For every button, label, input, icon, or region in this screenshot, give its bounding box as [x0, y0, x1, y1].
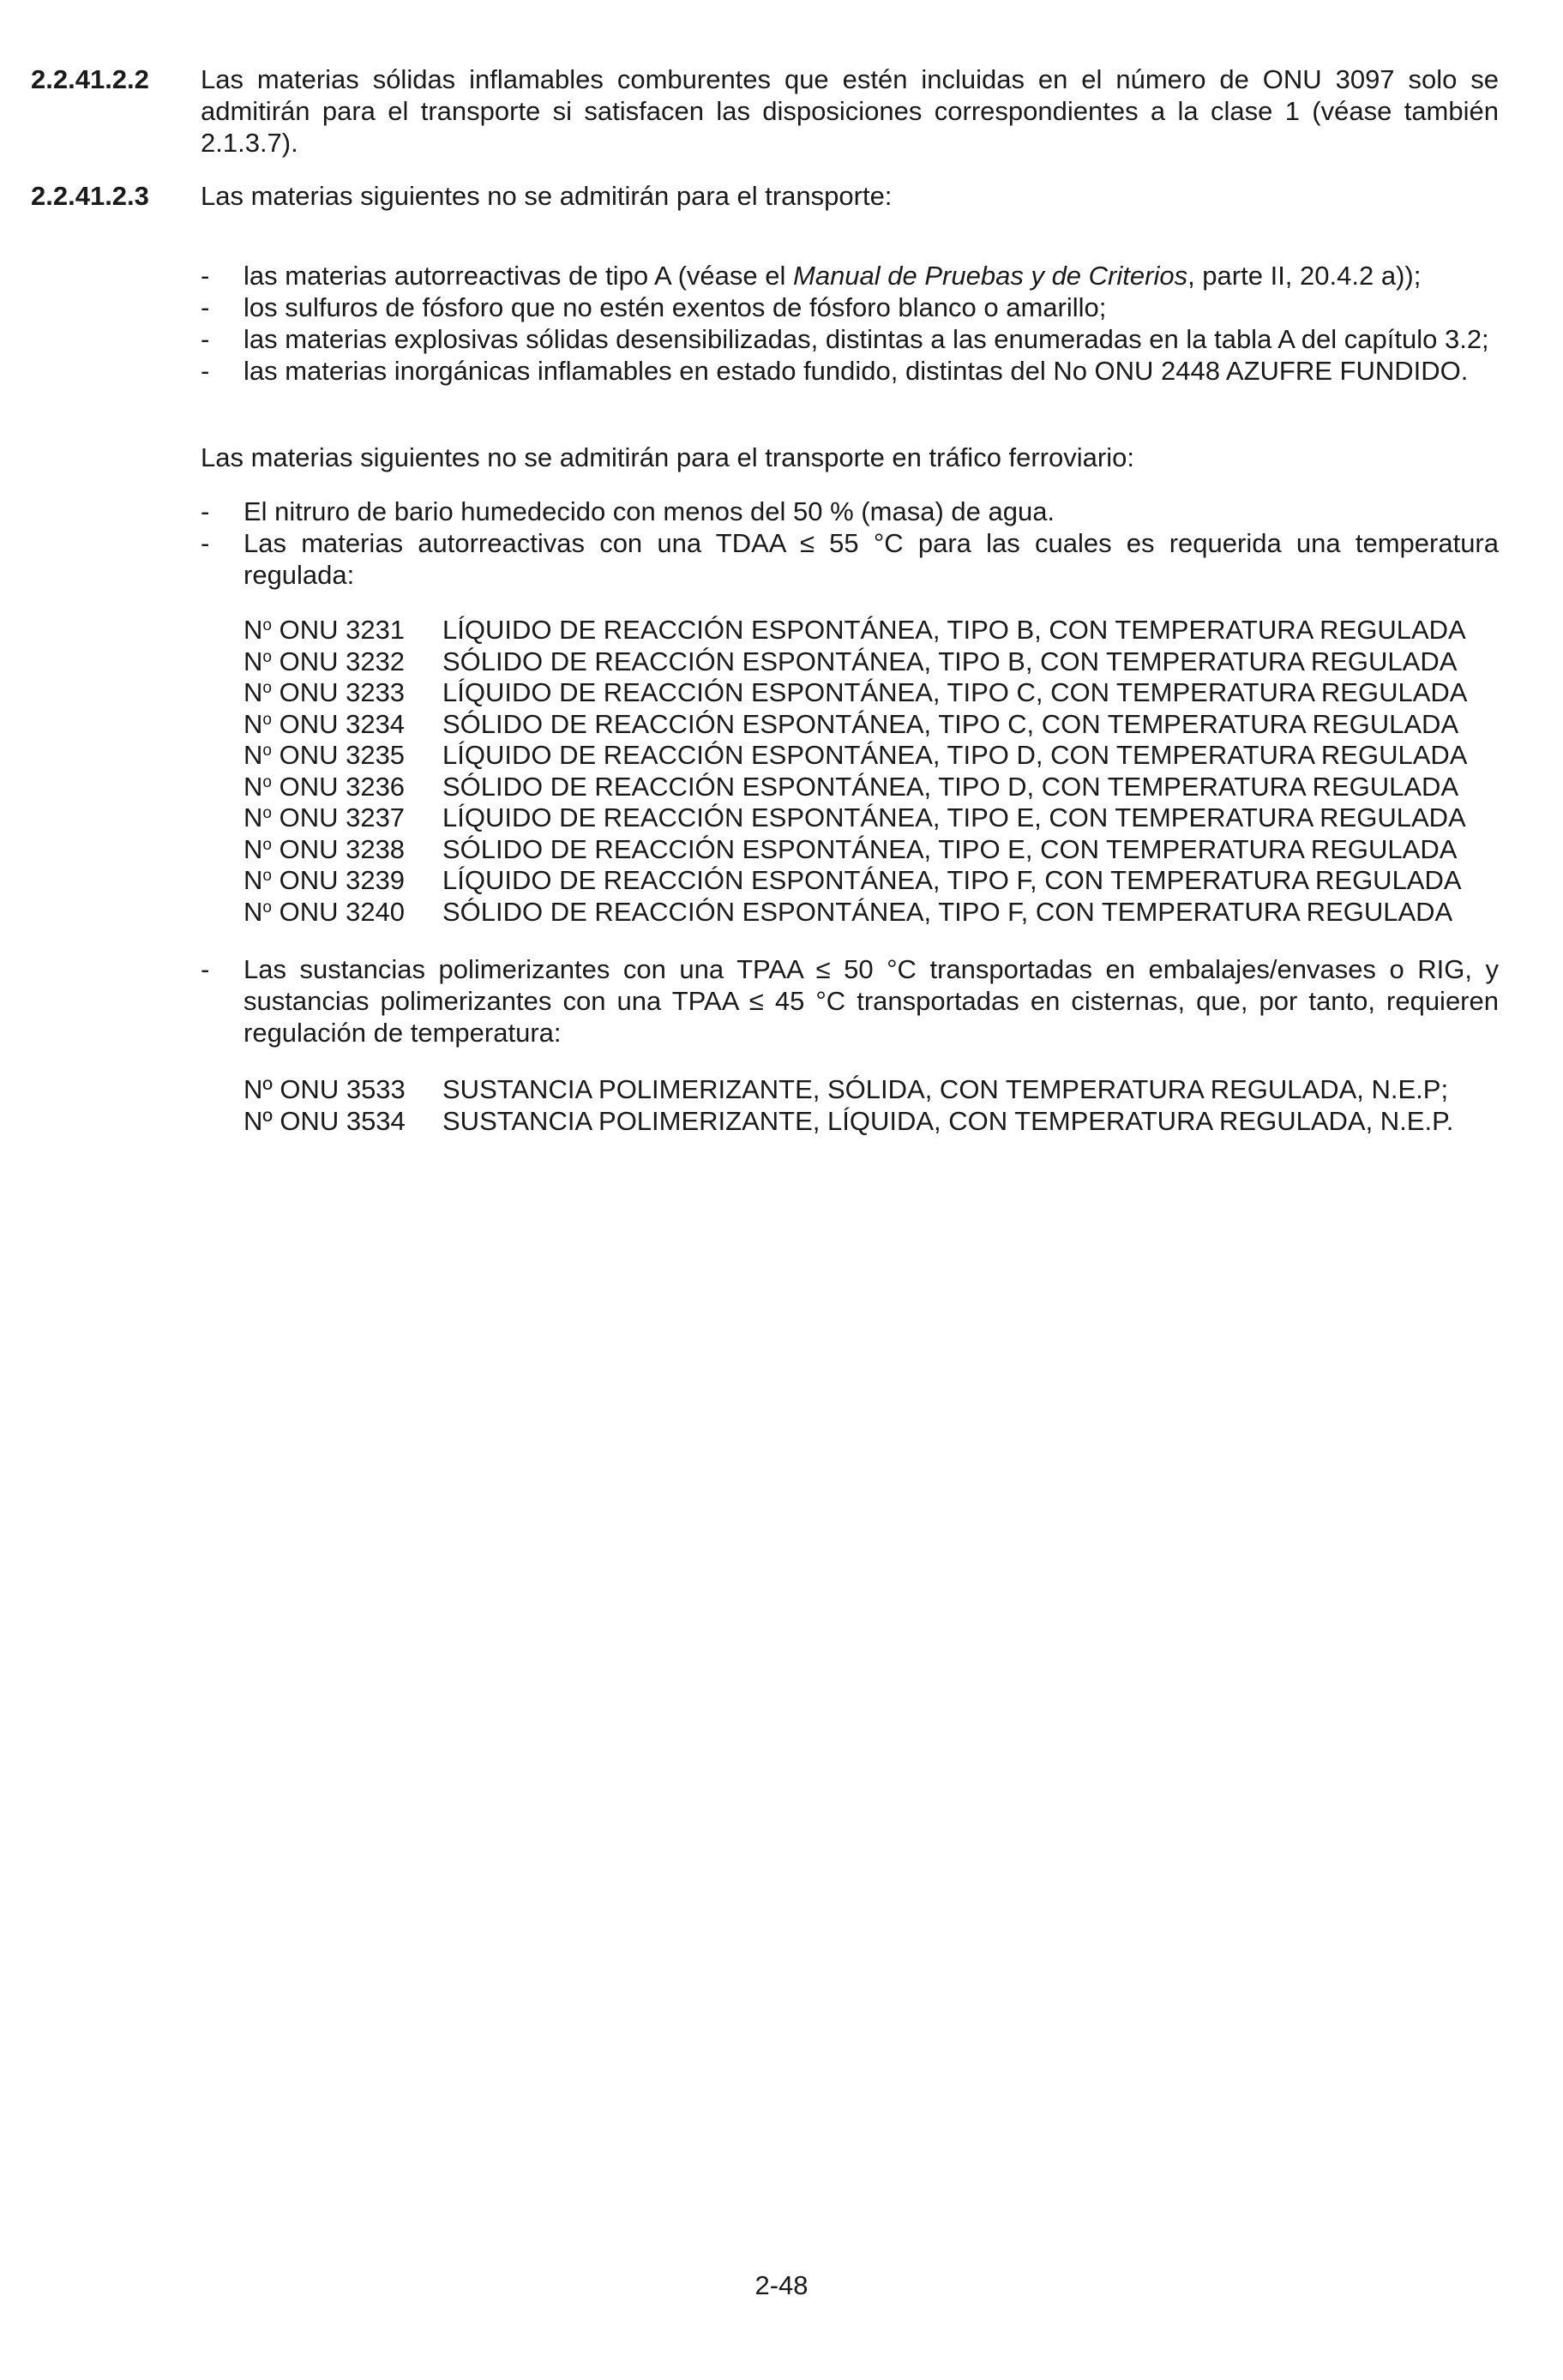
list-item: [201, 323, 1499, 355]
onu-substance-name: LÍQUIDO DE REACCIÓN ESPONTÁNEA, TIPO F, CON TEMPERATURA REGULADA: [442, 865, 1462, 895]
onu-substance-name: LÍQUIDO DE REACCIÓN ESPONTÁNEA, TIPO C, CON TEMPERATURA REGULADA: [442, 677, 1468, 707]
dash-marker: -: [201, 954, 210, 984]
onu-substance-name: LÍQUIDO DE REACCIÓN ESPONTÁNEA, TIPO D, CON TEMPERATURA REGULADA: [442, 740, 1468, 770]
onu-code: [243, 709, 442, 741]
onu-code: [243, 834, 442, 866]
onu-number: ONU 3240: [271, 896, 406, 927]
onu-number: ONU 3235: [271, 740, 406, 770]
section-number: 2.2.41.2.3: [31, 181, 149, 211]
onu-substance-name: SÓLIDO DE REACCIÓN ESPONTÁNEA, TIPO B, CON TEMPERATURA REGULADA: [442, 646, 1458, 676]
list-item: [201, 527, 1499, 591]
onu-prefix-superscript: o: [262, 898, 272, 917]
onu-prefix-superscript: o: [262, 867, 272, 885]
onu-substance-name: SÓLIDO DE REACCIÓN ESPONTÁNEA, TIPO F, CON TEMPERATURA REGULADA: [442, 896, 1453, 927]
section-body: [201, 180, 1499, 1137]
list-item: [201, 496, 1499, 527]
onu-number: ONU 3233: [271, 677, 406, 707]
list-item: [201, 260, 1499, 291]
onu-substance-name: LÍQUIDO DE REACCIÓN ESPONTÁNEA, TIPO B, CON TEMPERATURA REGULADA: [442, 615, 1466, 645]
manual-title: Manual de Pruebas y de Criterios: [793, 261, 1188, 291]
dash-marker: -: [201, 292, 210, 322]
onu-prefix-superscript: o: [262, 710, 272, 729]
list-item: [201, 953, 1499, 1049]
onu-code: [243, 897, 442, 929]
onu-code: Nº ONU 3533: [243, 1074, 406, 1104]
onu-substance-name: SÓLIDO DE REACCIÓN ESPONTÁNEA, TIPO C, CON TEMPERATURA REGULADA: [442, 708, 1459, 739]
dash-marker: -: [201, 261, 210, 291]
dash-marker: -: [201, 356, 210, 386]
onu-prefix: N: [243, 677, 263, 707]
list-item-text: las materias inorgánicas inflamables en estado fundido, distintas del No ONU 2448 AZUFRE FUNDIDO.: [243, 356, 1469, 386]
onu-number: ONU 3238: [271, 833, 406, 864]
onu-code: [243, 615, 442, 646]
section-number: 2.2.41.2.2: [31, 64, 149, 94]
polymer-list: [201, 953, 1499, 1049]
onu-code: [243, 772, 442, 803]
onu-substance-name: SUSTANCIA POLIMERIZANTE, LÍQUIDA, CON TEMPERATURA REGULADA, N.E.P.: [442, 1105, 1454, 1136]
onu-prefix: N: [243, 896, 263, 927]
table-row: [243, 646, 1467, 678]
onu-table-self-reactive: [243, 615, 1467, 928]
onu-prefix: N: [243, 708, 263, 739]
onu-prefix: N: [243, 802, 263, 832]
rail-list: [201, 496, 1499, 591]
onu-number: ONU 3236: [271, 771, 406, 802]
list-item-text: los sulfuros de fósforo que no estén exentos de fósforo blanco o amarillo;: [243, 292, 1107, 322]
list-item: [201, 291, 1499, 323]
onu-number: ONU 3234: [271, 708, 406, 739]
section-2-2-41-2-2: [31, 63, 1499, 159]
onu-code: [243, 646, 442, 678]
table-row: [243, 834, 1467, 866]
table-row: [243, 865, 1467, 897]
onu-prefix-superscript: o: [262, 835, 272, 854]
list-item: [201, 355, 1499, 387]
onu-prefix: N: [243, 865, 263, 895]
onu-number: ONU 3239: [271, 865, 406, 895]
table-row: [243, 772, 1467, 803]
onu-prefix-superscript: o: [262, 742, 272, 760]
table-row: [243, 677, 1467, 709]
onu-prefix: N: [243, 740, 263, 770]
section-paragraph: Las materias sólidas inflamables comburentes que estén incluidas en el número de ONU 3097 solo se admitirán para el transporte si satisfacen las disposiciones correspondientes a la clase 1 (véase también 2.1.3.7).: [201, 64, 1499, 158]
dash-marker: -: [201, 528, 210, 558]
table-row: [243, 1074, 1453, 1106]
onu-prefix-superscript: o: [262, 679, 272, 697]
onu-substance-name: SÓLIDO DE REACCIÓN ESPONTÁNEA, TIPO E, CON TEMPERATURA REGULADA: [442, 833, 1458, 864]
table-row: [243, 709, 1467, 741]
list-item-text-pre: las materias autorreactivas de tipo A (véase el: [243, 261, 793, 291]
onu-prefix: N: [243, 615, 263, 645]
onu-table-polymerizing: [243, 1074, 1453, 1137]
section-intro: Las materias siguientes no se admitirán para el transporte:: [201, 181, 893, 211]
onu-code: [243, 740, 442, 772]
onu-code: [243, 677, 442, 709]
table-row: [243, 897, 1467, 929]
onu-prefix: N: [243, 646, 263, 676]
onu-prefix: N: [243, 833, 263, 864]
dash-marker: -: [201, 496, 210, 526]
table-row: [243, 802, 1467, 834]
list-item-text: El nitruro de bario humedecido con menos del 50 % (masa) de agua.: [243, 496, 1055, 526]
onu-prefix-superscript: o: [262, 772, 272, 791]
list-item-text-post: , parte II, 20.4.2 a));: [1187, 261, 1422, 291]
onu-prefix-superscript: o: [262, 616, 272, 634]
section-2-2-41-2-3: [31, 180, 1499, 1137]
onu-number: ONU 3232: [271, 646, 406, 676]
onu-code: [243, 802, 442, 834]
table-row: [243, 1106, 1453, 1138]
onu-prefix: N: [243, 771, 263, 802]
onu-code: Nº ONU 3534: [243, 1105, 406, 1136]
list-item-text: las materias explosivas sólidas desensibilizadas, distintas a las enumeradas en la tabla A del capítulo 3.2;: [243, 324, 1489, 354]
onu-substance-name: SUSTANCIA POLIMERIZANTE, SÓLIDA, CON TEMPERATURA REGULADA, N.E.P;: [442, 1074, 1449, 1104]
onu-number: ONU 3237: [271, 802, 406, 832]
page-number: 2-48: [754, 2270, 809, 2300]
onu-prefix-superscript: o: [262, 804, 272, 822]
table-row: [243, 740, 1467, 772]
prohibited-list: [201, 260, 1499, 387]
rail-intro: Las materias siguientes no se admitirán para el transporte en tráfico ferroviario:: [201, 442, 1134, 472]
dash-marker: -: [201, 324, 210, 354]
table-row: [243, 615, 1467, 646]
list-item-text: Las sustancias polimerizantes con una TPAA ≤ 50 °C transportadas en embalajes/envases o RIG, y sustancias polimerizantes con una TPAA ≤ 45 °C transportadas en cisternas, que, por tanto, requieren regulación de temperatura:: [243, 954, 1499, 1048]
onu-prefix-superscript: o: [262, 647, 272, 666]
list-item-text: Las materias autorreactivas con una TDAA ≤ 55 °C para las cuales es requerida una temperatura regulada:: [243, 528, 1499, 590]
onu-number: ONU 3231: [271, 615, 406, 645]
onu-substance-name: SÓLIDO DE REACCIÓN ESPONTÁNEA, TIPO D, CON TEMPERATURA REGULADA: [442, 771, 1459, 802]
onu-code: [243, 865, 442, 897]
onu-substance-name: LÍQUIDO DE REACCIÓN ESPONTÁNEA, TIPO E, CON TEMPERATURA REGULADA: [442, 802, 1466, 832]
